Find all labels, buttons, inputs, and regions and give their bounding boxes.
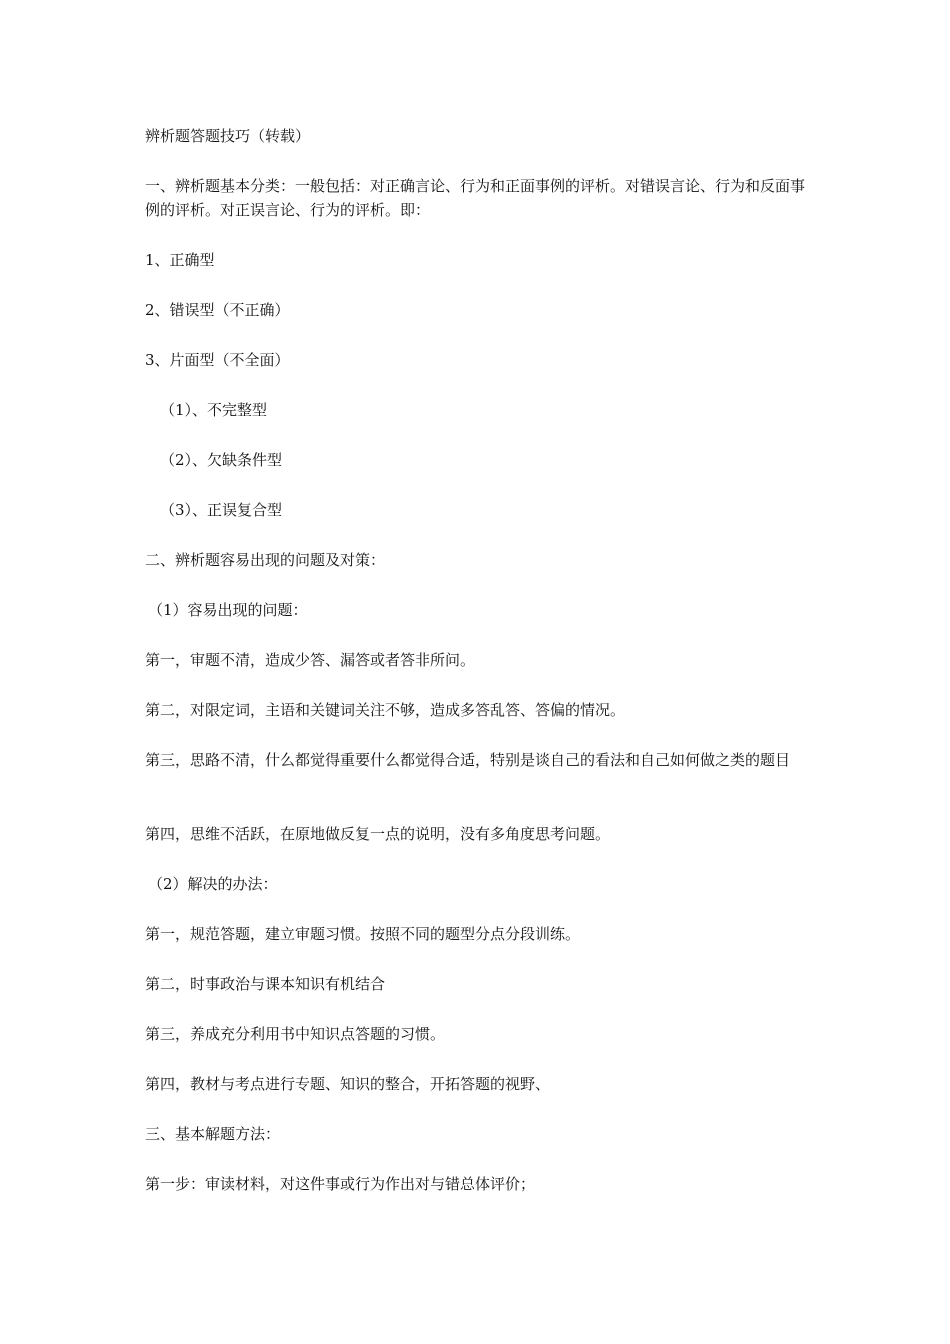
subheading-problems: （1）容易出现的问题： — [148, 601, 308, 619]
problem-1: 第一，审题不清，造成少答、漏答或者答非所问。 — [145, 651, 476, 669]
solution-3: 第三，养成充分利用书中知识点答题的习惯。 — [145, 1025, 446, 1043]
method-step-1: 第一步：审读材料，对这件事或行为作出对与错总体评价； — [145, 1175, 536, 1193]
problem-4: 第四，思维不活跃，在原地做反复一点的说明，没有多角度思考问题。 — [145, 825, 611, 843]
sub-item-mixed: （3）、正误复合型 — [160, 501, 283, 519]
solution-2: 第二，时事政治与课本知识有机结合 — [145, 975, 386, 993]
list-item-correct: 1、正确型 — [145, 251, 215, 269]
section-heading-methods: 三、基本解题方法： — [145, 1125, 281, 1143]
document-title: 辨析题答题技巧（转载） — [145, 127, 311, 145]
list-item-partial: 3、片面型（不全面） — [145, 351, 290, 369]
problem-2: 第二，对限定词，主语和关键词关注不够，造成多答乱答、答偏的情况。 — [145, 701, 626, 719]
section-heading-problems: 二、辨析题容易出现的问题及对策： — [145, 551, 386, 569]
list-item-wrong: 2、错误型（不正确） — [145, 301, 290, 319]
sub-item-missing-condition: （2）、欠缺条件型 — [160, 451, 283, 469]
problem-3: 第三，思路不清，什么都觉得重要什么都觉得合适，特别是谈自己的看法和自己如何做之类的题目 — [145, 751, 791, 769]
sub-item-incomplete: （1）、不完整型 — [160, 401, 268, 419]
solution-4: 第四，教材与考点进行专题、知识的整合，开拓答题的视野、 — [145, 1075, 551, 1093]
paragraph-classification: 一、辨析题基本分类：一般包括：对正确言论、行为和正面事例的评析。对错误言论、行为和反面事例的评析。对正误言论、行为的评析。即： — [145, 177, 806, 219]
solution-1: 第一，规范答题，建立审题习惯。按照不同的题型分点分段训练。 — [145, 925, 581, 943]
subheading-solutions: （2）解决的办法： — [148, 875, 278, 893]
